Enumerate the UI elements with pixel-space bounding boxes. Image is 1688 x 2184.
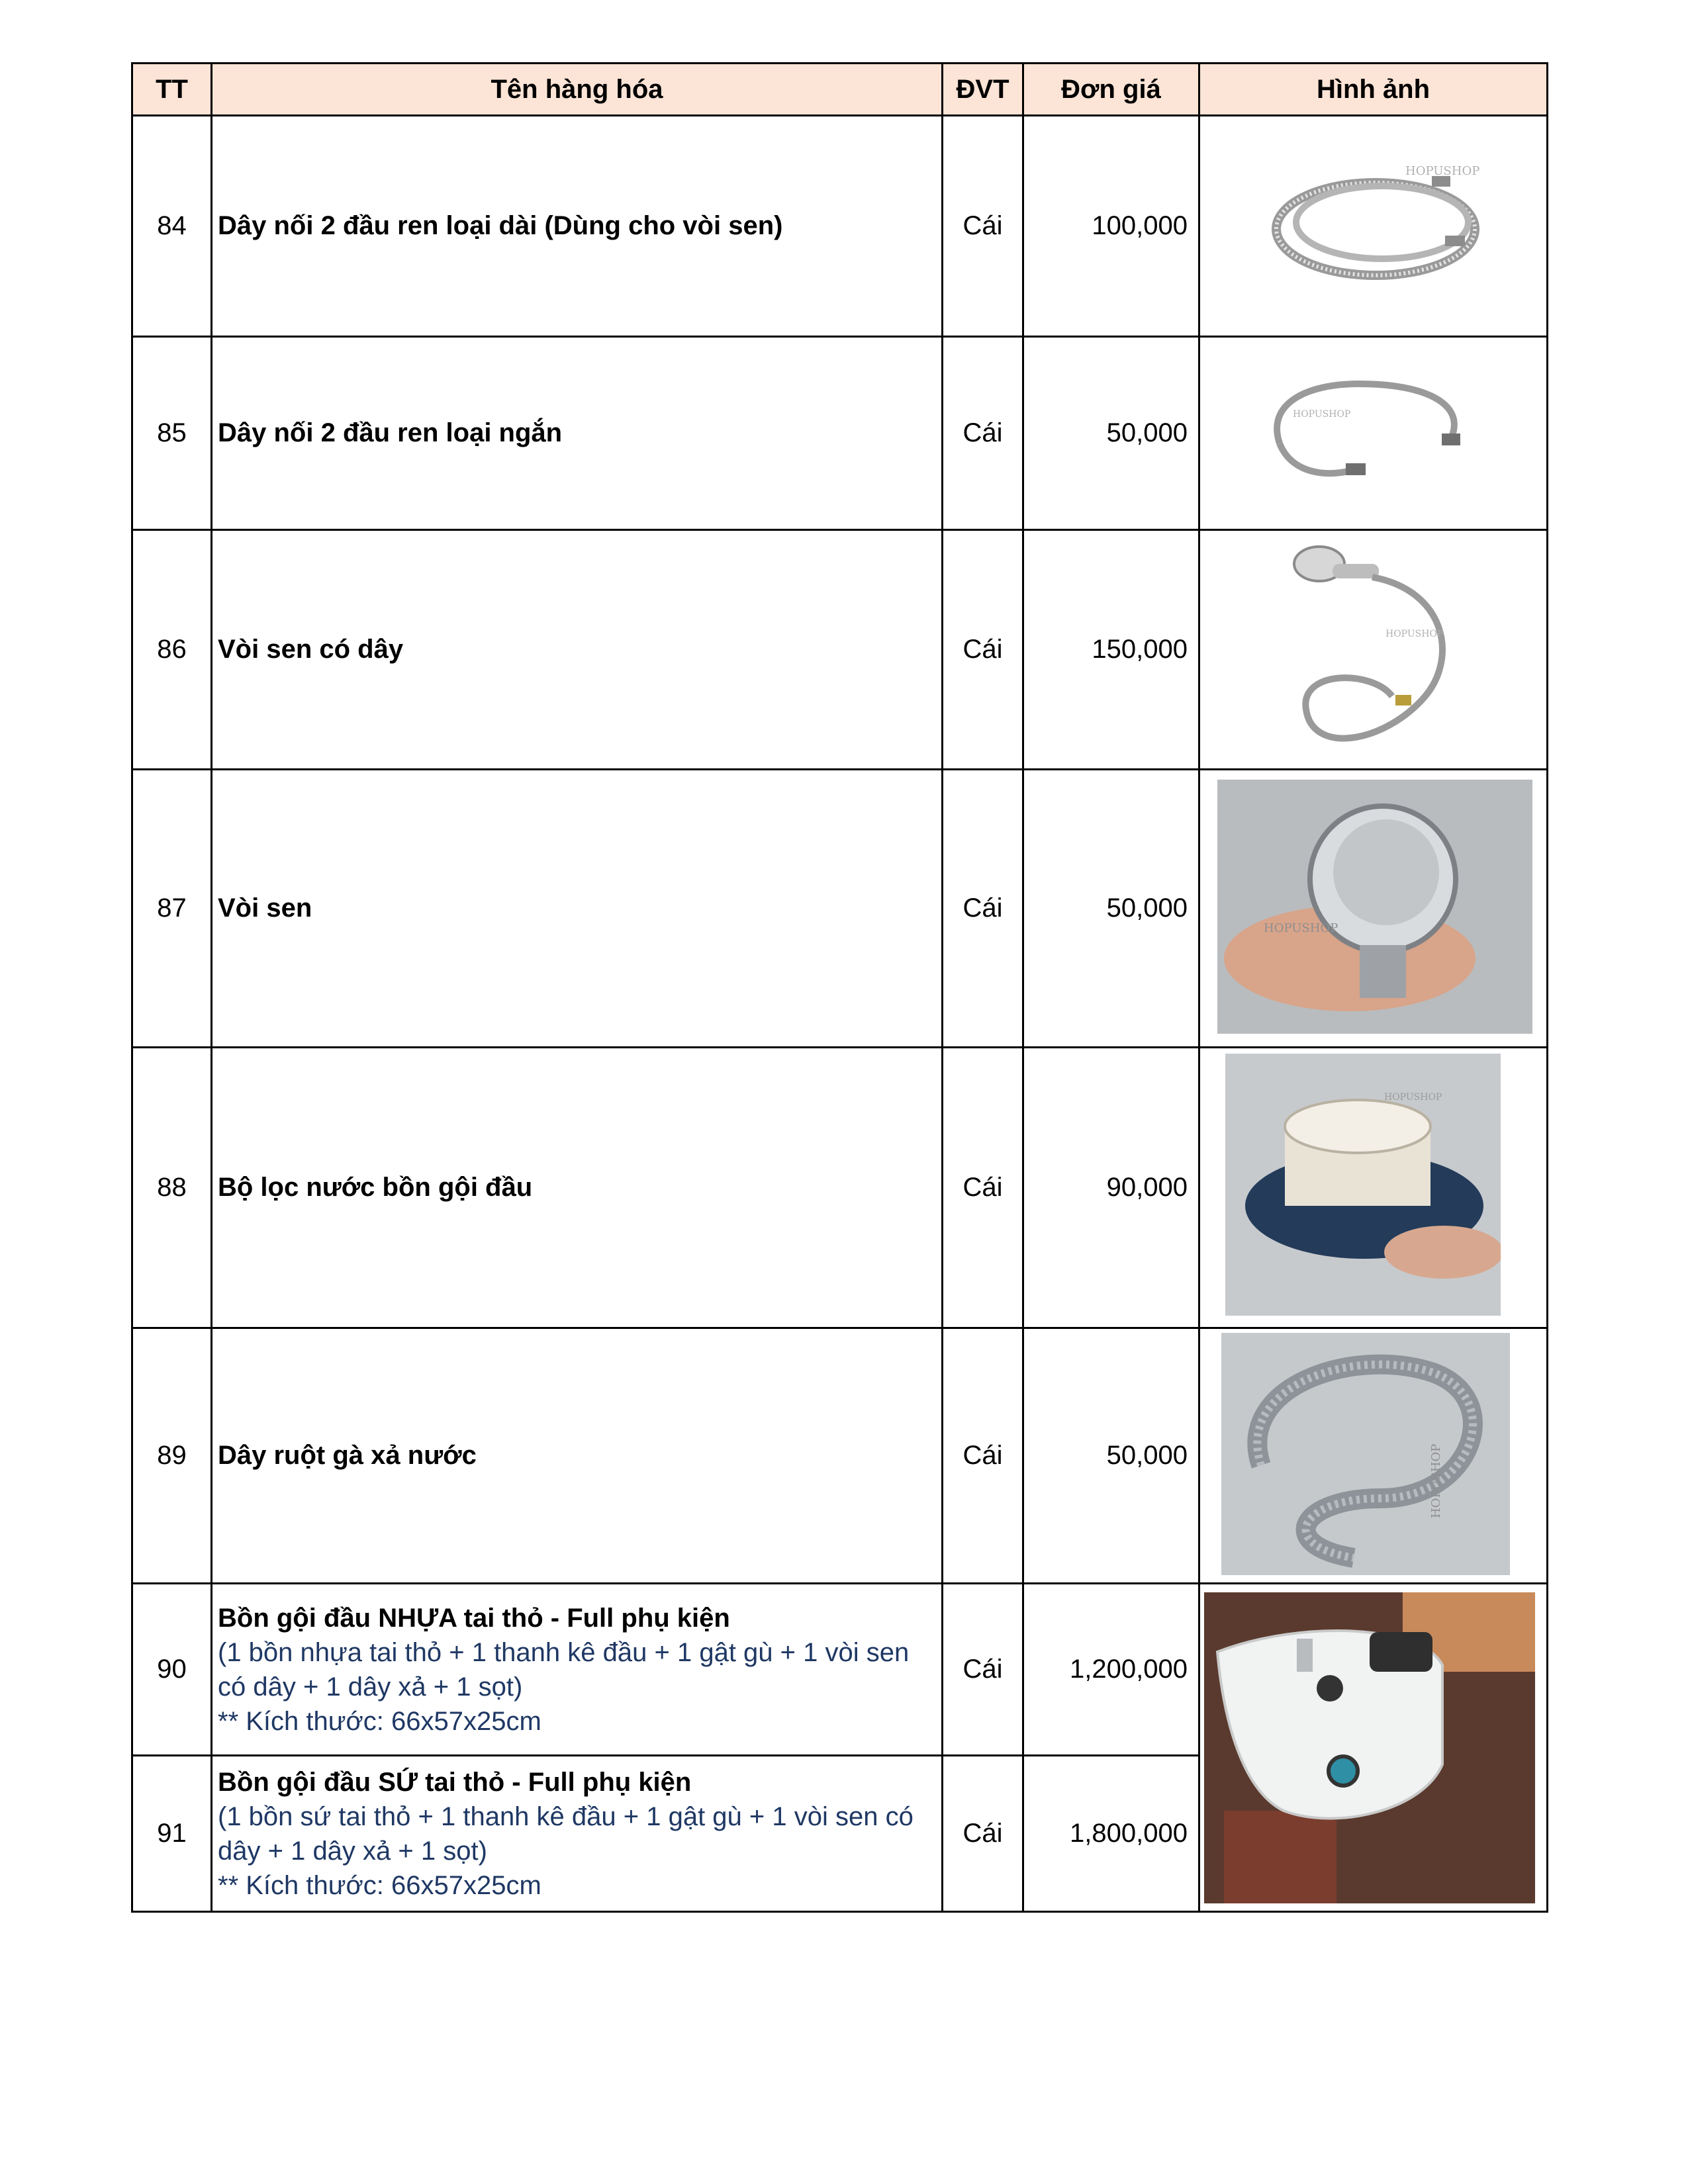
row-tt: 88 bbox=[132, 1048, 212, 1328]
row-name: Dây nối 2 đầu ren loại ngắn bbox=[212, 337, 943, 530]
row-tt: 84 bbox=[132, 116, 212, 337]
product-image-cell bbox=[1199, 1584, 1548, 1912]
row-price: 50,000 bbox=[1023, 770, 1199, 1048]
row-price: 50,000 bbox=[1023, 1328, 1199, 1584]
row-name: Bộ lọc nước bồn gội đầu bbox=[212, 1048, 943, 1328]
product-image-cell bbox=[1199, 1328, 1548, 1584]
header-name: Tên hàng hóa bbox=[212, 64, 943, 116]
product-image-cell bbox=[1199, 770, 1548, 1048]
row-name: Dây ruột gà xả nước bbox=[212, 1328, 943, 1584]
row-price: 100,000 bbox=[1023, 116, 1199, 337]
hose-short-icon bbox=[1253, 364, 1472, 496]
row-dvt: Cái bbox=[943, 1048, 1023, 1328]
product-image-cell bbox=[1199, 116, 1548, 337]
row-price: 150,000 bbox=[1023, 530, 1199, 770]
table-header-row bbox=[132, 64, 1548, 116]
row-dvt: Cái bbox=[943, 1584, 1023, 1756]
row-dvt: Cái bbox=[943, 770, 1023, 1048]
row-tt: 91 bbox=[132, 1756, 212, 1912]
shampoo-basin-icon bbox=[1204, 1592, 1535, 1903]
row-tt: 89 bbox=[132, 1328, 212, 1584]
row-name: Dây nối 2 đầu ren loại dài (Dùng cho vòi sen) bbox=[212, 116, 943, 337]
row-size: ** Kích thước: 66x57x25cm bbox=[218, 1870, 541, 1900]
row-description: (1 bồn sứ tai thỏ + 1 thanh kê đầu + 1 gật gù + 1 vòi sen có dây + 1 dây xả + 1 sọt) bbox=[218, 1801, 914, 1866]
image-watermark: HOPUSHOP bbox=[1293, 409, 1351, 420]
image-watermark: HOPUSHOP bbox=[1429, 1443, 1443, 1518]
product-image-cell bbox=[1199, 337, 1548, 530]
image-watermark: HOPUSHOP bbox=[1264, 921, 1338, 935]
table-row bbox=[132, 116, 1548, 337]
drain-hose-icon bbox=[1221, 1333, 1510, 1575]
drain-filter-icon bbox=[1225, 1054, 1501, 1316]
row-dvt: Cái bbox=[943, 116, 1023, 337]
row-tt: 86 bbox=[132, 530, 212, 770]
row-tt: 85 bbox=[132, 337, 212, 530]
row-price: 50,000 bbox=[1023, 337, 1199, 530]
table-row bbox=[132, 1048, 1548, 1328]
header-tt: TT bbox=[132, 64, 212, 116]
row-tt: 90 bbox=[132, 1584, 212, 1756]
row-dvt: Cái bbox=[943, 530, 1023, 770]
row-dvt: Cái bbox=[943, 1328, 1023, 1584]
table-row bbox=[132, 530, 1548, 770]
image-watermark: HOPUSHOP bbox=[1384, 1092, 1442, 1103]
row-name: Vòi sen bbox=[212, 770, 943, 1048]
table-row bbox=[132, 337, 1548, 530]
table-row bbox=[132, 1584, 1548, 1756]
row-name: Bồn gội đầu SỨ tai thỏ - Full phụ kiện bbox=[218, 1767, 692, 1797]
product-image-cell bbox=[1199, 530, 1548, 770]
table-row bbox=[132, 770, 1548, 1048]
product-image-cell bbox=[1199, 1048, 1548, 1328]
image-watermark: HOPUSHOP bbox=[1405, 164, 1480, 178]
row-tt: 87 bbox=[132, 770, 212, 1048]
row-name: Bồn gội đầu NHỰA tai thỏ - Full phụ kiện bbox=[218, 1603, 730, 1633]
row-price: 1,800,000 bbox=[1023, 1756, 1199, 1912]
row-dvt: Cái bbox=[943, 337, 1023, 530]
row-name-cell bbox=[212, 1756, 943, 1912]
header-image: Hình ảnh bbox=[1199, 64, 1548, 116]
table-row bbox=[132, 1328, 1548, 1584]
shower-head-icon bbox=[1217, 780, 1532, 1034]
row-price: 90,000 bbox=[1023, 1048, 1199, 1328]
header-dvt: ĐVT bbox=[943, 64, 1023, 116]
header-price: Đơn giá bbox=[1023, 64, 1199, 116]
shower-with-hose-icon bbox=[1273, 537, 1472, 762]
image-watermark: HOPUSHOP bbox=[1385, 629, 1444, 639]
hose-long-icon bbox=[1266, 163, 1485, 295]
row-price: 1,200,000 bbox=[1023, 1584, 1199, 1756]
row-name: Vòi sen có dây bbox=[212, 530, 943, 770]
row-description: (1 bồn nhựa tai thỏ + 1 thanh kê đầu + 1 gật gù + 1 vòi sen có dây + 1 dây xả + 1 sọt) bbox=[218, 1637, 910, 1702]
row-size: ** Kích thước: 66x57x25cm bbox=[218, 1706, 541, 1736]
price-table bbox=[131, 62, 1548, 1913]
row-dvt: Cái bbox=[943, 1756, 1023, 1912]
row-name-cell bbox=[212, 1584, 943, 1756]
